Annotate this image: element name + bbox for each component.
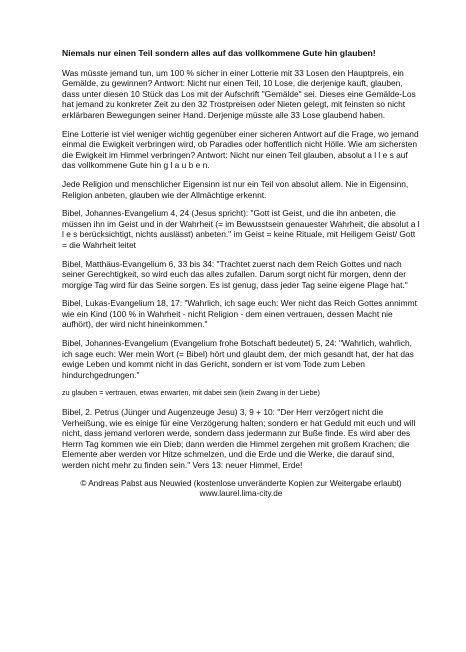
document-page <box>62 48 420 499</box>
luke-18-17-paragraph: Bibel, Lukas-Evangelium 18, 17: "Wahrlich, ich sage euch: Wer nicht das Reich Gottes annimmt wie ein Kind (100 % in Wahrheit - nicht Religion - dem einen vertrauen, dessen Macht nie aufhört), der wird nicht hineinkommen." <box>62 298 417 330</box>
religion-paragraph: Jede Religion und menschlicher Eigensinn ist nur ein Teil von absolut allem. Nie in Eigensinn, Religion anbeten, glauben wie der Allmächtige erkennt. <box>62 178 409 200</box>
footer-copyright: © Andreas Pabst aus Neuwied (kostenlose unveränderte Kopien zur Weitergabe erlaubt) <box>80 478 402 488</box>
peter-3-9-paragraph: Bibel, 2. Petrus (Jünger und Augenzeuge Jesu) 3, 9 + 10: "Der Herr verzögert nicht die Verheißung, wie es einige für eine Verzögerung halten; sondern er hat Geduld mit euch und will nicht, dass jemand verloren werde, sondern dass jedermann zur Buße finde. Es wird aber des Herrn Tag kommen wie ein Dieb; dann werden die Himmel zergehen mit großem Krachen; die Elemente aber werden vor Hitze schmelzen, und die Erde und die Werke, die darauf sind, werden nicht mehr zu finden sein." Vers 13: neuer Himmel, Erde! <box>62 407 416 470</box>
footer <box>62 479 420 499</box>
footer-website-link[interactable]: www.laurel.lima-city.de <box>199 488 283 498</box>
heading-paragraph: Niemals nur einen Teil sondern alles auf das vollkommene Gute hin glauben! <box>62 48 376 58</box>
matthew-6-33-paragraph: Bibel, Matthäus-Evangelium 6, 33 bis 34: "Trachtet zuerst nach dem Reich Gottes und nach seiner Gerechtigkeit, so wird euch das alles zufallen. Darum sorgt nicht für morgen, denn der morgige Tag wird für das Seine sorgen. Es ist genug, dass jeder Tag seine eigene Plage hat." <box>62 258 408 290</box>
eternity-paragraph: Eine Lotterie ist viel weniger wichtig gegenüber einer sicheren Antwort auf die Frage, wo jemand einmal die Ewigkeit verbringen wird, ob Paradies oder hoffentlich nicht Hölle. Wie am sichersten die Ewigkeit im Himmel verbringen? Antwort: Nicht nur einen Teil glauben, absolut a l l e s auf das vollkommene Gute hin g l a u b e n. <box>62 128 419 171</box>
john-4-24-paragraph: Bibel, Johannes-Evangelium 4, 24 (Jesus spricht): "Gott ist Geist, und die ihn anbeten, die müssen ihn im Geist und in der Wahrheit (= im Bewusstsein genauester Wahrheit, die absolut a l l e s berücksichtigt, nichts auslässt) anbeten." im Geist = keine Rituale, mit Heiligem Geist/ Gott = die Wahrheit leitet <box>62 208 420 250</box>
lottery-paragraph: Was müsste jemand tun, um 100 % sicher in einer Lotterie mit 33 Losen den Hauptpreis, ein Gemälde, zu gewinnen? Antwort: Nicht nur einen Teil, 10 Lose, die derjenige kauft, glauben, dass unter diesen 10 Stück das Los mit der Aufschrift "Gemälde" sei. Dieses eine Gemälde-Los hat jemand zu konkreter Zeit zu den 32 Trostpreisen oder Nieten gelegt, mit feinsten so nicht erklärbaren Bewegungen seiner Hand. Derjenige müsste alle 33 Lose glaubend haben. <box>62 67 416 120</box>
believe-definition-paragraph: zu glauben = vertrauen, etwas erwarten, mit dabei sein (kein Zwang in der Liebe) <box>62 388 320 398</box>
john-5-24-paragraph: Bibel, Johannes-Evangelium (Evangelium frohe Botschaft bedeutet) 5, 24: "Wahrlich, wahrlich, ich sage euch: Wer mein Wort (= Bibel) hört und glaubt dem, der mich gesandt hat, der hat das ewige Leben und kommt nicht in das Gericht, sondern er ist vom Tode zum Leben hindurchgedrungen." <box>62 338 414 380</box>
